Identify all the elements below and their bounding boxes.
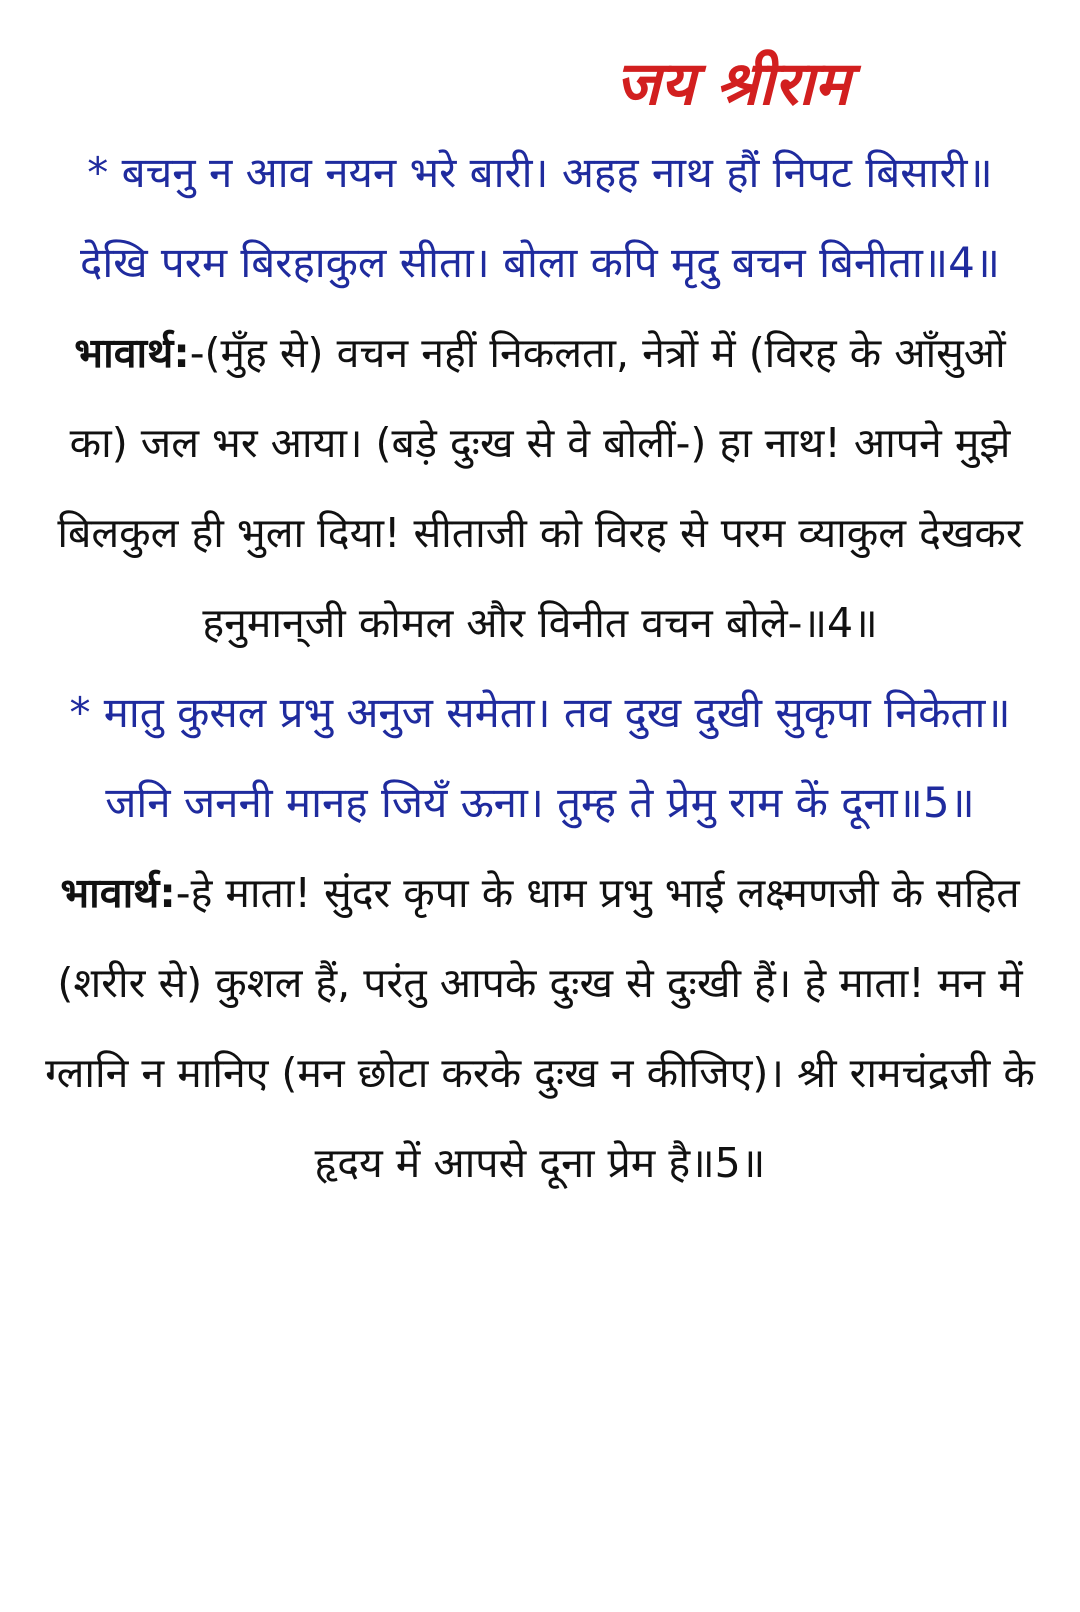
meaning-4-text: -(मुँह से) वचन नहीं निकलता, नेत्रों में (विरह के आँसुओं का) जल भर आया। (बड़े दुःख से वे बोलीं-) हा नाथ! आपने मुझे बिलकुल ही भुला दिया! सीताजी को विरह से परम व्याकुल देखकर हनुमान्‌जी कोमल और विनीत वचन बोले-॥4॥ [57,329,1023,647]
verse-block-4 [40,128,1040,668]
verse-5-line-2: जनि जननी मानह जियँ ऊना। तुम्ह ते प्रेमु राम कें दूना॥5॥ [105,778,975,827]
meaning-4 [40,308,1040,668]
verse-4-line-2: देखि परम बिरहाकुल सीता। बोला कपि मृदु बचन बिनीता॥4॥ [80,238,1000,287]
page-title: जय श्रीराम [615,49,850,119]
meaning-5-label: भावार्थ: [60,869,176,917]
meaning-4-label: भावार्थ: [74,329,190,377]
meaning-5 [40,848,1040,1208]
verse-4-line-1: * बचनु न आव नयन भरे बारी। अहह नाथ हौं निपट बिसारी॥ [87,148,993,197]
verse-5-line-1: * मातु कुसल प्रभु अनुज समेता। तव दुख दुखी सुकृपा निकेता॥ [69,688,1011,737]
verse-block-5 [40,668,1040,1208]
meaning-5-text: -हे माता! सुंदर कृपा के धाम प्रभु भाई लक्ष्मणजी के सहित (शरीर से) कुशल हैं, परंतु आपके दुःख से दुःखी हैं। हे माता! मन में ग्लानि न मानिए (मन छोटा करके दुःख न कीजिए)। श्री रामचंद्रजी के हृदय में आपसे दूना प्रेम है॥5॥ [45,869,1035,1187]
